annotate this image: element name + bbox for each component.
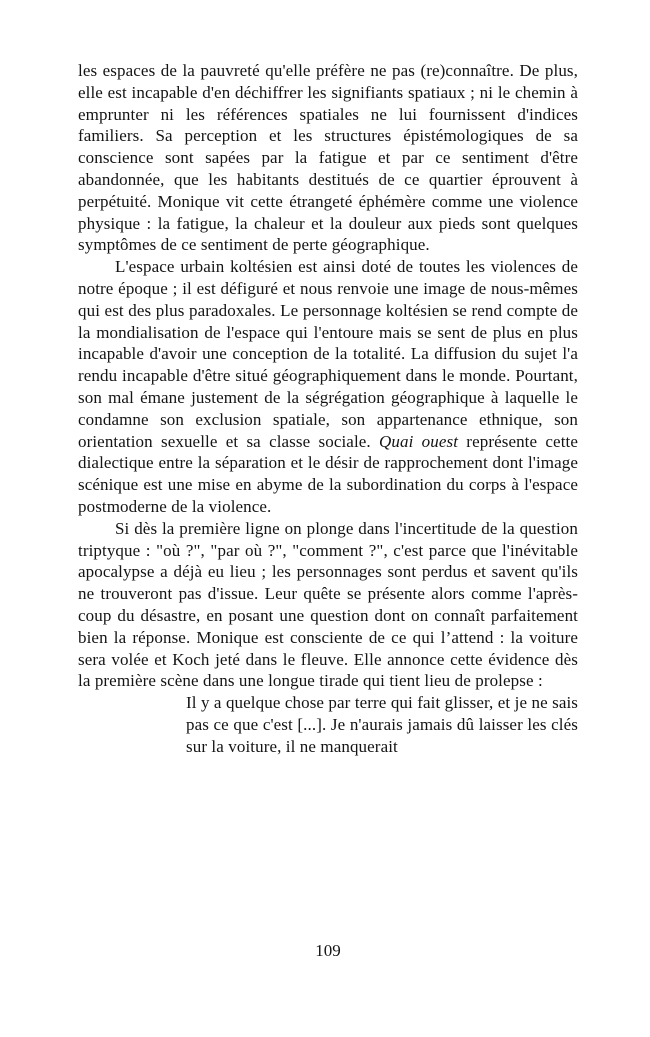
paragraph-text: L'espace urbain koltésien est ainsi doté de toutes les violences de notre époque ; il est défiguré et nous renvoie une image de nous-mêmes qui est des plus paradoxales. Le personnage koltésien se rend compte de la mondialisation de l'espace qui l'entoure mais se sent de plus en plus incapable d'avoir une conception de la totalité. La diffusion du sujet l'a rendu incapable d'être situé géographiquement dans le monde. Pourtant, son mal émane justement de la ségrégation géographique à laquelle le condamne son exclusion spatiale, son appartenance ethnique, son orientation sexuelle et sa classe sociale.	[78, 257, 578, 451]
paragraph-continuation: les espaces de la pauvreté qu'elle préfère ne pas (re)connaître. De plus, elle est incapable d'en déchiffrer les signifiants spatiaux ; ni le chemin à emprunter ni les références spatiales ne lui fournissent d'indices familiers. Sa perception et les structures épistémologiques de sa conscience sont sapées par la fatigue et par ce sentiment d'être abandonnée, que les habitants destitués de ce quartier éprouvent à perpétuité. Monique vit cette étrangeté éphémère comme une violence physique : la fatigue, la chaleur et la douleur aux pieds sont quelques symptômes de ce sentiment de perte géographique.	[78, 61, 578, 255]
work-title-quai-ouest: Quai ouest	[379, 431, 459, 451]
page-number: 109	[315, 941, 341, 960]
paragraph-espace-urbain	[78, 256, 578, 518]
block-quote: Il y a quelque chose par terre qui fait glisser, et je ne sais pas ce que c'est [...]. Je n'aurais jamais dû laisser les clés sur la voiture, il ne manquerait	[186, 693, 578, 756]
paragraph-text: représente cette dialectique entre la séparation et le désir de rapprochement dont l'image scénique est une mise en abyme de la subordination du corps à l'espace postmoderne de la violence.	[78, 431, 578, 516]
paragraph-question-triptyque: Si dès la première ligne on plonge dans l'incertitude de la question triptyque : "où ?", "par où ?", "comment ?", c'est parce que l'inévitable apocalypse a déjà eu lieu ; les personnages sont perdus et savent qu'ils ne trouveront pas d'issue. Leur quête se présente alors comme l'après-coup du désastre, en posant une question dont on connaît parfaitement bien la réponse. Monique est consciente de ce qui l’attend : la voiture sera volée et Koch jeté dans le fleuve. Elle annonce cette évidence dès la première scène dans une longue tirade qui tient lieu de prolepse :	[78, 518, 578, 691]
page-body	[78, 60, 578, 758]
